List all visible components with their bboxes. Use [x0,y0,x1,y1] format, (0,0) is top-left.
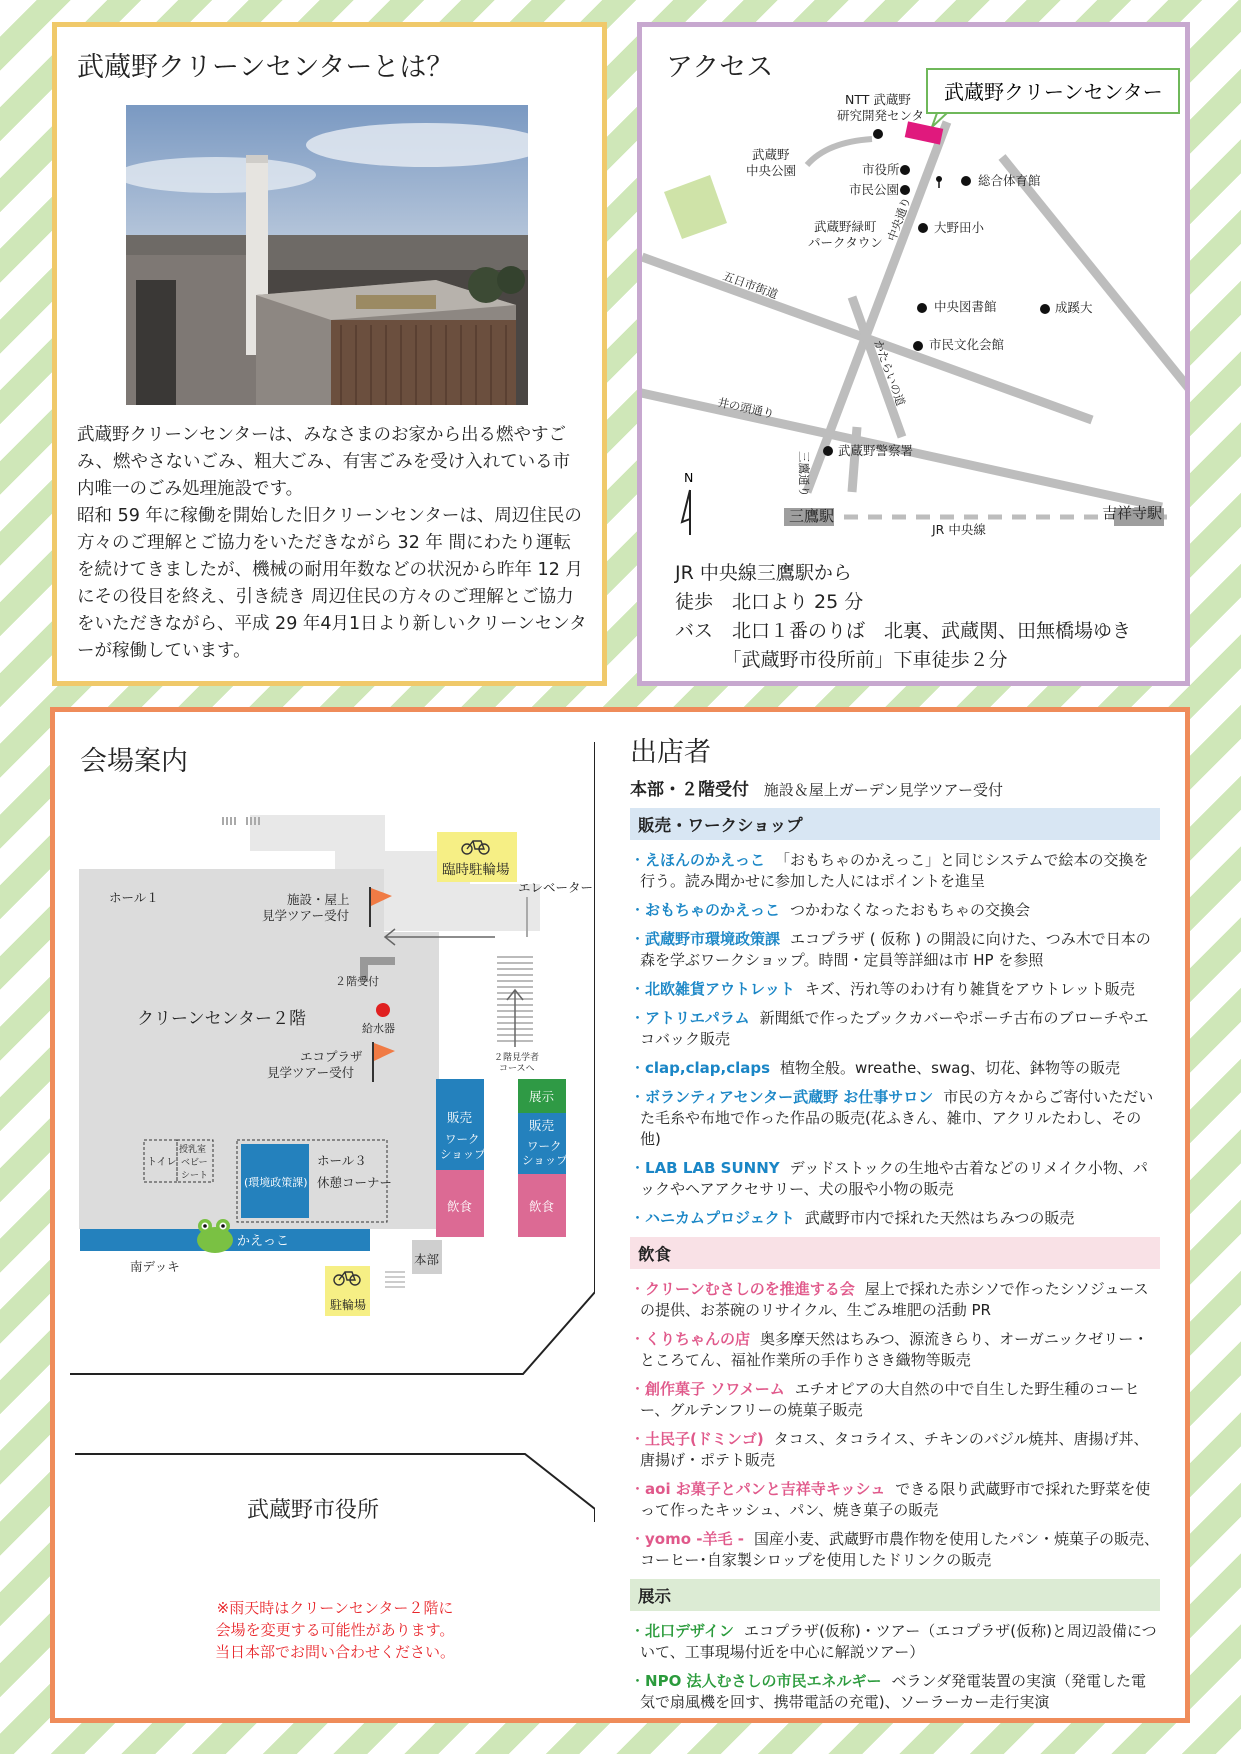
exhibitor-desc: エコプラザ ( 仮称 ) の開設に向けた、つみ木で日本の森を学ぶワークショップ。時間・定員等詳細は市 HP を参照 [640,930,1151,969]
clean-center-photo [126,105,528,405]
exhibitor-item [630,1429,1160,1471]
vmap-sale-1: 販売 [447,1110,473,1125]
exhibitor-item [630,1529,1160,1571]
exhibitor-item [630,1479,1160,1521]
vmap-water: 給水器 [362,1022,395,1035]
exhibitor-desc: 奥多摩天然はちみつ、源流きらり、オーガニックゼリー・ところてん、福祉作業所の手作りさき織物等販売 [640,1330,1149,1369]
hq-desc: 施設＆屋上ガーデン見学ツアー受付 [763,781,1004,799]
access-title: アクセス [666,52,774,83]
bullet-icon: ・ [630,1672,646,1690]
map-mitaka-station: 三鷹駅 [789,507,835,525]
about-paragraph-1: 武蔵野クリーンセンターは、みなさまのお家から出る燃やすごみ、燃やさないごみ、粗大ごみ、有害ごみを受け入れている市内唯一のごみ処理施設です。 [77,425,571,499]
category-header: 展示 [630,1579,1160,1611]
bullet-icon: ・ [630,1530,646,1548]
bullet-icon: ・ [630,1380,646,1398]
bullet-icon: ・ [630,930,646,948]
bullet-icon: ・ [630,1622,646,1640]
vmap-baby-3: シート [181,1171,209,1181]
exhibitor-item [630,1158,1160,1200]
vmap-course-a: ２階見学者 [494,1053,540,1063]
access-line-4: 「武蔵野市役所前」下車徒歩２分 [675,649,1008,671]
vmap-cityhall: 武蔵野市役所 [247,1498,380,1523]
exhibitor-name: 北欧雑貨アウトレット [645,980,795,998]
access-directions [675,559,1131,675]
vmap-honbu: 本部 [414,1252,440,1267]
exhibitor-name: NPO 法人むさしの市民エネルギー [645,1672,882,1690]
vmap-env: (環境政策課) [244,1176,308,1189]
map-inokashira: 井の頭通り [716,395,776,421]
access-panel [637,22,1190,686]
map-mitaka-dori: 三鷹通り [797,451,811,497]
vmap-ws-1a: ワーク [445,1132,480,1146]
exhibitor-categories [630,808,1160,1713]
exhibitor-desc: 市民の方々からご寄付いただいた毛糸や布地で作った作品の販売(花ふきん、雑巾、アクリルたわし、その他) [640,1088,1154,1148]
map-callout: 武蔵野クリーンセンター [944,80,1163,104]
exhibitor-item [630,1671,1160,1713]
bullet-icon: ・ [630,1430,646,1448]
vmap-ws-1b: ショップ [440,1147,486,1161]
exhibitor-name: yomo -羊毛 - [645,1530,744,1548]
vmap-tour1-b: 見学ツアー受付 [262,908,350,923]
vmap-reception2f: ２階受付 [335,975,379,988]
exhibitor-name: 北口デザイン [645,1622,734,1640]
exhibitor-name: LAB LAB SUNNY [645,1159,780,1177]
rain-note-2: 会場を変更する可能性があります。 [215,1621,455,1639]
bullet-icon: ・ [630,851,646,869]
map-seikei: 成蹊大 [1055,300,1093,315]
exhibitor-item [630,900,1160,921]
exhibitor-name: aoi お菓子とパンと吉祥寺キッシュ [645,1480,886,1498]
bullet-icon: ・ [630,1480,646,1498]
exhibitor-desc: 国産小麦、武蔵野市農作物を使用したパン・焼菓子の販売、コーヒー･自家製シロップを使用したドリンクの販売 [640,1530,1159,1569]
exhibitor-desc: 新聞紙で作ったブックカバーやポーチ古布のブローチやエコバック販売 [640,1009,1149,1048]
map-park-2: 中央公園 [746,163,797,178]
bullet-icon: ・ [630,1059,646,1077]
exhibitor-item [630,1379,1160,1421]
vmap-south-deck: 南デッキ [130,1259,180,1274]
vmap-kaekko: かえっこ [237,1234,290,1249]
exhibitor-name: 土民子(ドミンゴ) [645,1430,764,1448]
venue-panel [50,707,1190,1723]
access-line-2: 徒歩 北口より 25 分 [675,591,864,613]
map-park-1: 武蔵野 [752,147,790,162]
vmap-ws-2a: ワーク [527,1139,562,1153]
access-line-3: バス 北口１番のりば 北裏、武蔵関、田無橋場ゆき [675,620,1132,642]
exhibitor-desc: 植物全般。wreathe、swag、切花、鉢物等の販売 [780,1059,1120,1077]
map-culture: 市民文化会館 [929,337,1005,352]
exhibitor-desc: つかわなくなったおもちゃの交換会 [790,901,1031,919]
hq-label: 本部・２階受付 [630,780,749,800]
map-library: 中央図書館 [934,299,997,314]
access-map [642,27,1185,537]
exhibitor-item [630,1058,1160,1079]
category-header: 販売・ワークショップ [630,808,1160,840]
map-midori-1: 武蔵野緑町 [814,219,877,234]
map-gym: 総合体育館 [978,173,1041,188]
map-cityhall: 市役所 [862,162,900,177]
about-panel [52,22,607,686]
vmap-food-2: 飲食 [529,1199,555,1214]
exhibitor-desc: 屋上で採れた赤シソで作ったシソジュースの提供、お茶碗のリサイクル、生ごみ堆肥の活動 PR [640,1280,1149,1319]
exhibitor-item [630,850,1160,892]
exhibitor-desc: 武蔵野市内で採れた天然はちみつの販売 [804,1209,1075,1227]
exhibitor-item [630,929,1160,971]
rain-note-1: ※雨天時はクリーンセンター２階に [216,1599,454,1617]
vmap-toilet: トイレ [147,1157,177,1168]
vmap-food-1: 飲食 [447,1199,473,1214]
bullet-icon: ・ [630,980,646,998]
hq-line [630,775,1160,800]
map-midori-2: パークタウン [808,235,883,250]
vmap-hall3-a: ホール３ [317,1153,367,1168]
exhibitor-desc: できる限り武蔵野市で採れた野菜を使って作ったキッシュ、パン、焼き菓子の販売 [640,1480,1151,1519]
exhibitor-desc: 「おもちゃのかえっこ」と同じシステムで絵本の交換を行う。読み聞かせに参加した人にはポイントを進呈 [640,851,1149,890]
vmap-hall1: ホール１ [109,890,159,905]
about-paragraph-2: 昭和 59 年に稼働を開始した旧クリーンセンターは、周辺住民の方々のご理解とご協力をいただきながら 32 年 間にわたり運転を続けてきましたが、機械の耐用年数などの状況から昨年 12 月にその役目を終え、引き続き 周辺住民の方々のご理解とご協力をいただきながら、平成 29 年4月1日より新しいクリーンセンターが稼働しています。 [77,506,587,661]
map-itsukaichi: 五日市街道 [720,268,780,302]
vmap-temp-bike: 臨時駐輪場 [442,862,510,878]
vmap-bike: 駐輪場 [330,1298,367,1312]
map-onoda: 大野田小 [934,220,985,235]
about-title: 武蔵野クリーンセンターとは？ [77,52,454,83]
exhibitor-item [630,1621,1160,1663]
exhibitor-item [630,1008,1160,1050]
vmap-floor: クリーンセンター２階 [137,1009,306,1029]
map-kataraina: かたらいの道 [871,338,908,408]
exhibitor-name: clap,clap,claps [645,1059,771,1077]
category-header: 飲食 [630,1237,1160,1269]
exhibitor-item [630,1087,1160,1150]
exhibitor-name: クリーンむさしのを推進する会 [645,1280,855,1298]
exhibitor-desc: エコプラザ(仮称)・ツアー（エコプラザ(仮称)と周辺設備について、工事現場付近を中心に解説ツアー） [640,1622,1157,1661]
exhibitor-list [630,730,1160,1721]
exhibitor-desc: エチオピアの大自然の中で自生した野生種のコーヒー、グルテンフリーの焼菓子販売 [640,1380,1140,1419]
access-line-1: JR 中央線三鷹駅から [675,562,852,584]
vmap-baby-1: 授乳室 [179,1145,207,1155]
venue-title: 会場案内 [80,746,188,777]
map-naka-dori: 中央通り [884,195,914,244]
exhibitor-name: 創作菓子 ソワメーム [645,1380,785,1398]
exhibitor-name: アトリエパラム [645,1009,750,1027]
bullet-icon: ・ [630,1159,646,1177]
exhibitor-desc: ベランダ発電装置の実演（発電した電気で扇風機を回す、携帯電話の充電)、ソーラーカー走行実演 [640,1672,1146,1711]
vmap-exhibit: 展示 [529,1089,555,1104]
vmap-baby-2: ベビー [181,1158,208,1168]
map-citypark: 市民公園 [849,182,900,197]
vmap-course-b: コースへ [499,1064,535,1074]
exhibitors-title: 出店者 [630,737,711,768]
bullet-icon: ・ [630,1088,646,1106]
exhibitor-desc: タコス、タコライス、チキンのバジル焼丼、唐揚げ丼、唐揚げ・ポテト販売 [640,1430,1149,1469]
map-ntt-2: 研究開発センタ [837,108,925,123]
bullet-icon: ・ [630,1009,646,1027]
exhibitor-name: ハニカムプロジェクト [645,1209,795,1227]
venue-map [55,712,595,1722]
exhibitor-item [630,979,1160,1000]
vmap-hall3-b: 休憩コーナー [317,1175,393,1190]
map-police: 武蔵野警察署 [838,443,914,458]
exhibitor-item [630,1208,1160,1229]
exhibitor-name: おもちゃのかえっこ [645,901,781,919]
map-ntt-1: NTT 武蔵野 [845,92,911,107]
bullet-icon: ・ [630,1330,646,1348]
exhibitor-name: 武蔵野市環境政策課 [645,930,781,948]
exhibitor-item [630,1279,1160,1321]
exhibitor-item [630,1329,1160,1371]
exhibitor-desc: デッドストックの生地や古着などのリメイク小物、パックやヘアアクセサリー、犬の服や小物の販売 [640,1159,1148,1198]
exhibitor-name: ボランティアセンター武蔵野 お仕事サロン [645,1088,934,1106]
map-jr-line: JR 中央線 [932,522,986,537]
bullet-icon: ・ [630,1209,646,1227]
vmap-sale-2: 販売 [529,1118,555,1133]
vmap-tour1-a: 施設・屋上 [287,892,350,907]
vmap-ws-2b: ショップ [522,1153,568,1167]
map-kichijoji-station: 吉祥寺駅 [1102,504,1163,522]
exhibitor-desc: キズ、汚れ等のわけ有り雑貨をアウトレット販売 [804,980,1135,998]
rain-note-3: 当日本部でお問い合わせください。 [214,1643,455,1661]
exhibitor-name: えほんのかえっこ [645,851,766,869]
bullet-icon: ・ [630,1280,646,1298]
exhibitor-name: くりちゃんの店 [645,1330,751,1348]
vmap-tour2-b: 見学ツアー受付 [267,1065,355,1080]
vmap-tour2-a: エコプラザ [300,1049,363,1064]
bullet-icon: ・ [630,901,646,919]
rain-note [195,1597,475,1663]
vmap-elevator: エレベーター [518,880,594,895]
map-north-label: N [684,470,694,485]
